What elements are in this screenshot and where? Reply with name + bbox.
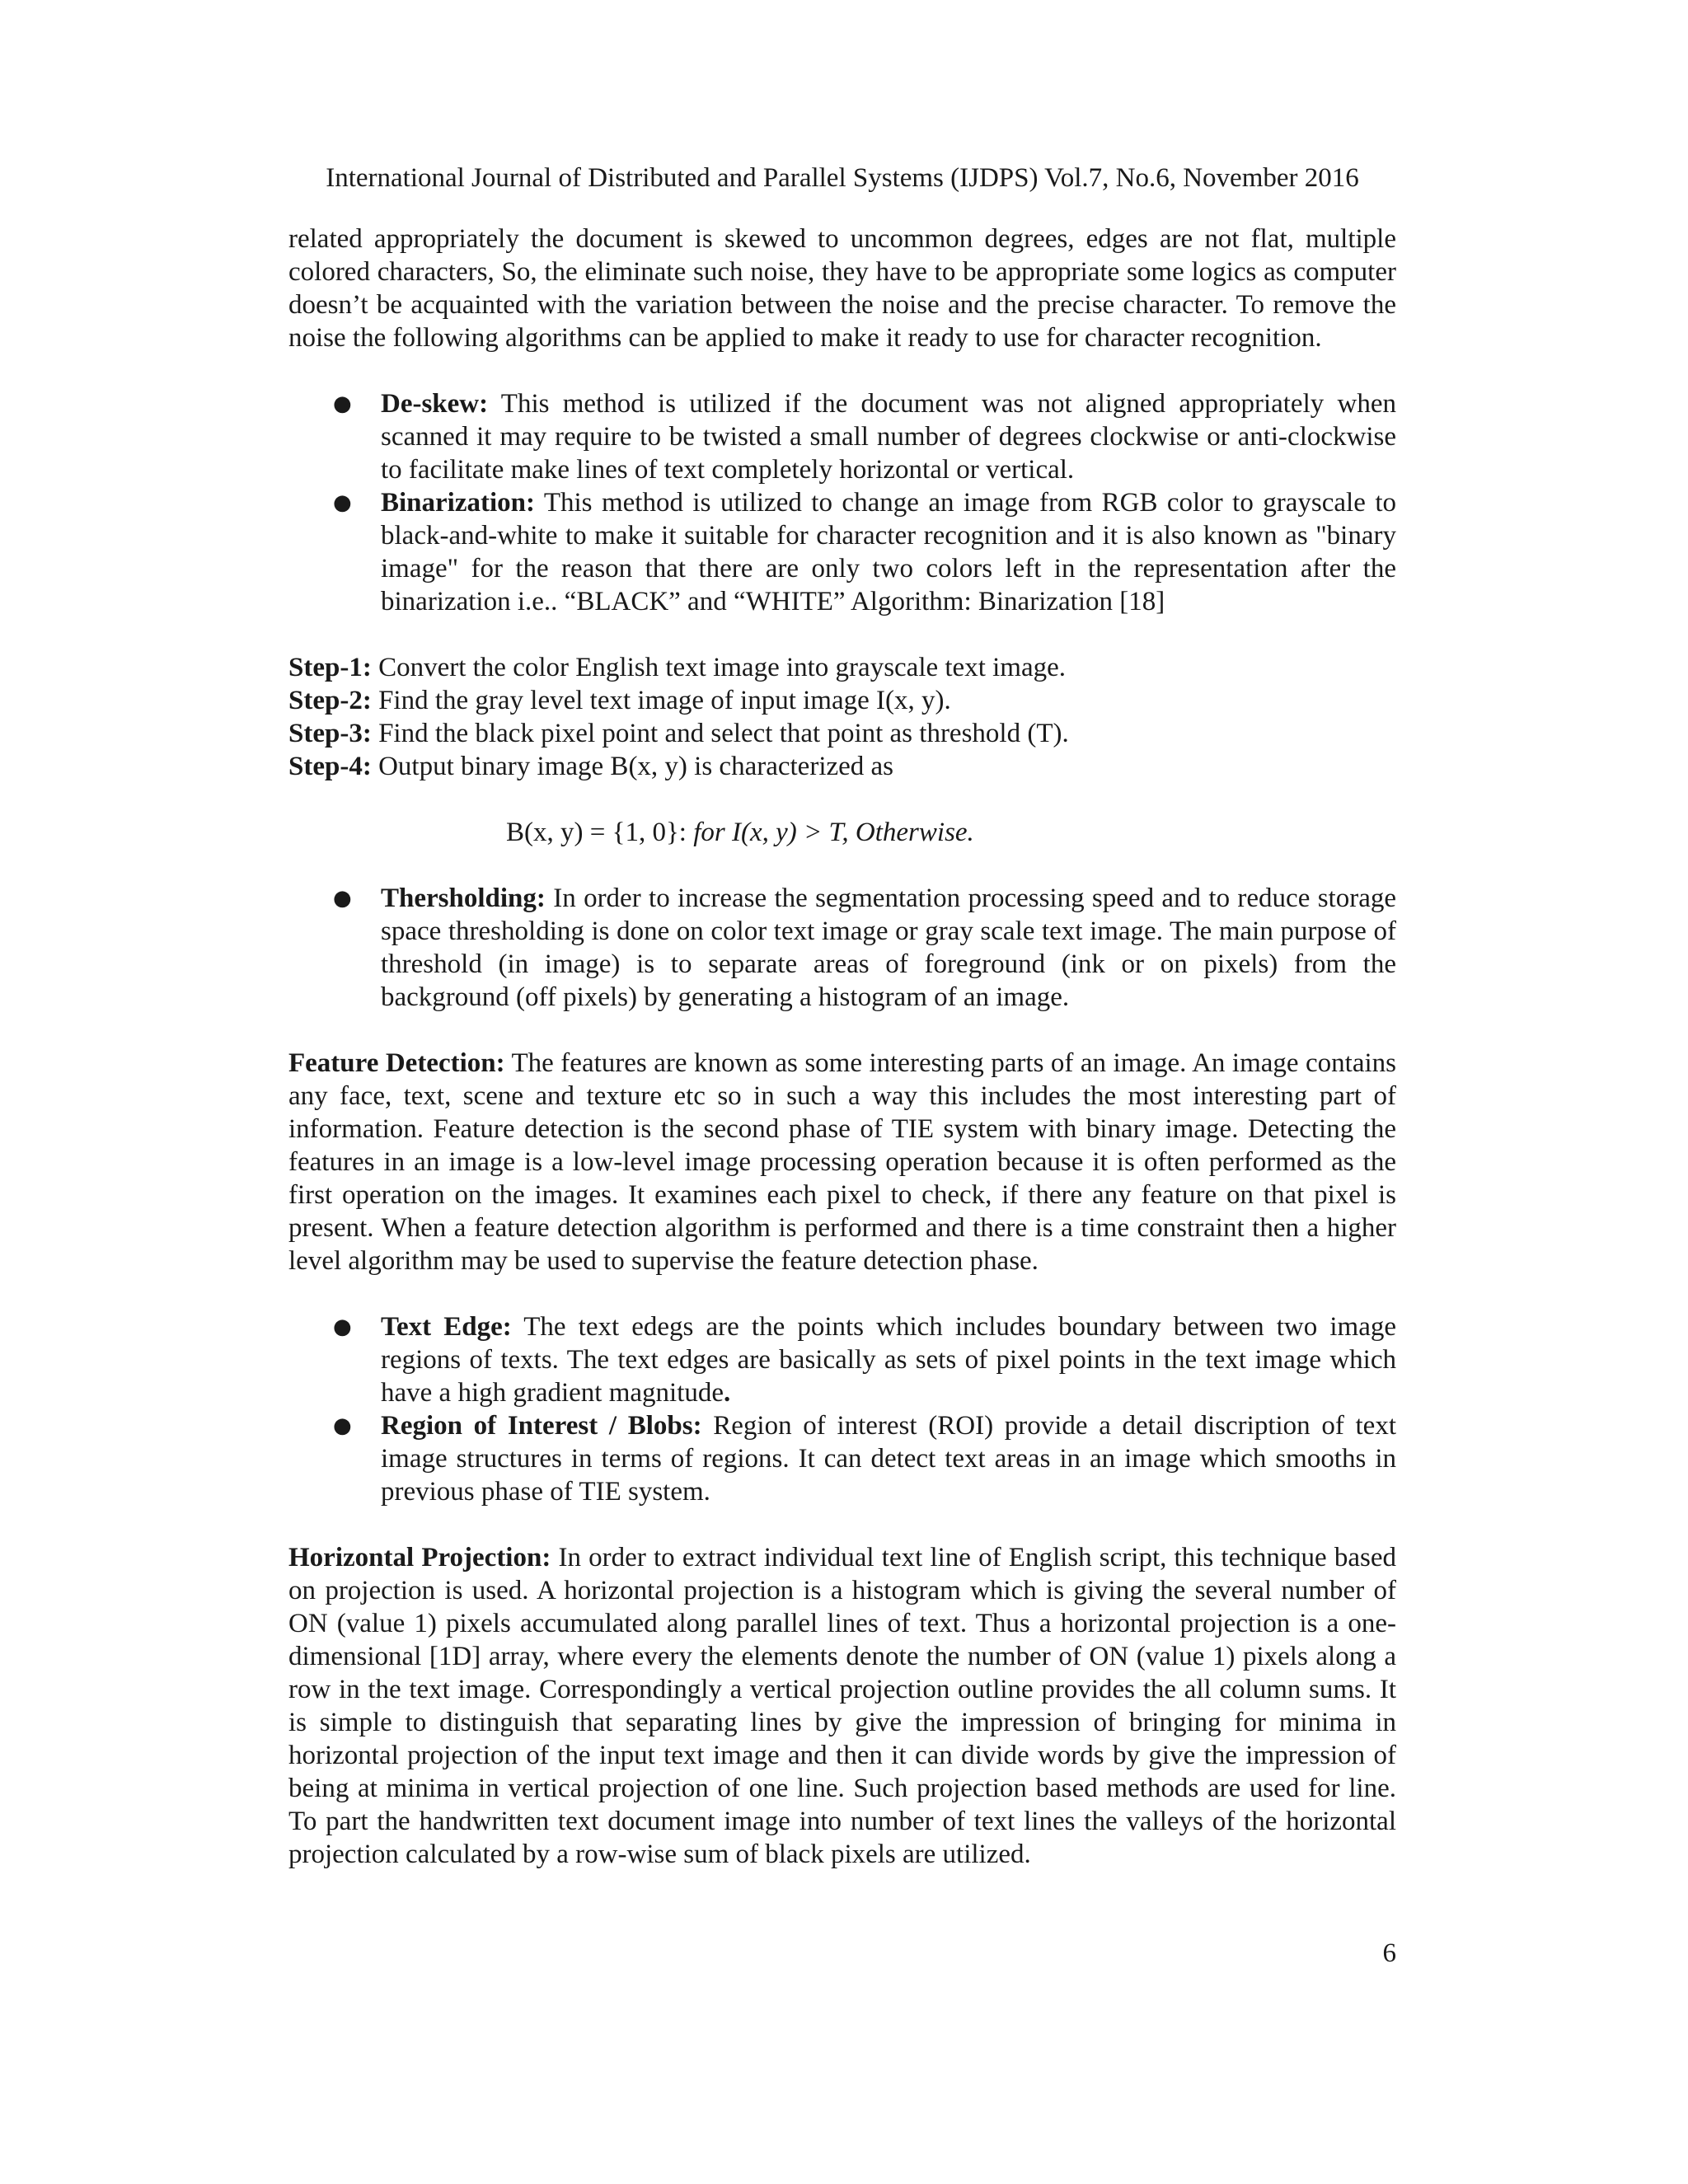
step-4-label: Step-4: xyxy=(288,752,372,781)
term-text-edge: Text Edge: xyxy=(381,1312,512,1342)
spacer xyxy=(288,1508,1396,1541)
binarization-formula xyxy=(288,816,1396,849)
step-4-text: Output binary image B(x, y) is characterized as xyxy=(371,752,894,781)
page-number: 6 xyxy=(1382,1938,1396,1968)
text-edge-period: . xyxy=(724,1378,731,1408)
step-1 xyxy=(288,651,1396,684)
bullet-icon: ● xyxy=(333,886,352,911)
formula-main: B(x, y) = {1, 0}: xyxy=(506,818,694,847)
spacer xyxy=(288,1277,1396,1310)
term-horizontal-projection: Horizontal Projection: xyxy=(288,1543,551,1572)
page-content xyxy=(288,162,1396,1871)
feature-detection-paragraph xyxy=(288,1047,1396,1277)
step-3-label: Step-3: xyxy=(288,719,372,748)
step-2-text: Find the gray level text image of input image I(x, y). xyxy=(371,686,951,715)
step-2-label: Step-2: xyxy=(288,686,372,715)
term-roi: Region of Interest / Blobs: xyxy=(381,1411,702,1441)
formula-condition: for I(x, y) > T, Otherwise. xyxy=(693,818,974,847)
preprocessing-list xyxy=(288,387,1396,618)
step-3-text: Find the black pixel point and select that point as threshold (T). xyxy=(371,719,1069,748)
term-deskew: De-skew: xyxy=(381,389,489,419)
term-thresholding: Thersholding: xyxy=(381,883,546,913)
horizontal-projection-paragraph xyxy=(288,1541,1396,1871)
algorithm-steps xyxy=(288,651,1396,783)
spacer xyxy=(288,849,1396,882)
step-4 xyxy=(288,750,1396,783)
step-3 xyxy=(288,717,1396,750)
bullet-icon: ● xyxy=(333,1315,352,1339)
list-item-binarization xyxy=(288,486,1396,618)
step-1-text: Convert the color English text image into grayscale text image. xyxy=(371,653,1067,682)
list-item-deskew xyxy=(288,387,1396,486)
intro-paragraph: related appropriately the document is skewed to uncommon degrees, edges are not flat, multiple colored characters, So, the eliminate such noise, they have to be appropriate some logics as computer doesn’t be acquainted with the variation between the noise and the precise character. To remove the noise the following algorithms can be applied to make it ready to use for character recognition. xyxy=(288,224,1396,353)
spacer xyxy=(288,354,1396,387)
step-2 xyxy=(288,684,1396,717)
roi-description: Region of interest (ROI) provide a detail discription of text image structures in terms of regions. It can detect text areas in an image which smooths in previous phase of TIE system. xyxy=(381,1411,1396,1507)
spacer xyxy=(288,783,1396,816)
text-edge-description: The text edegs are the points which includes boundary between two image regions of texts. The text edges are basically as sets of pixel points in the text image which have a high gradient magnitude xyxy=(381,1312,1396,1408)
list-item-thresholding xyxy=(288,882,1396,1014)
feature-list xyxy=(288,1310,1396,1508)
step-1-label: Step-1: xyxy=(288,653,372,682)
thresholding-description: In order to increase the segmentation processing speed and to reduce storage space thresholding is done on color text image or gray scale text image. The main purpose of threshold (in image) is to separate areas of foreground (ink or on pixels) from the background (off pixels) by generating a histogram of an image. xyxy=(381,883,1396,1012)
term-binarization: Binarization: xyxy=(381,488,535,518)
spacer xyxy=(288,618,1396,651)
bullet-icon: ● xyxy=(333,1413,352,1438)
bullet-icon: ● xyxy=(333,490,352,515)
bullet-icon: ● xyxy=(333,391,352,416)
feature-detection-text: The features are known as some interesting parts of an image. An image contains any face, text, scene and texture etc so in such a way this includes the most interesting part of information. Feature detection is the second phase of TIE system with binary image. Detecting the features in an image is a low-level image processing operation because it is often performed as the first operation on the images. It examines each pixel to check, if there any feature on that pixel is present. When a feature detection algorithm is performed and there is a time constraint then a higher level algorithm may be used to supervise the feature detection phase. xyxy=(288,1048,1397,1276)
term-feature-detection: Feature Detection: xyxy=(288,1048,505,1078)
deskew-description: This method is utilized if the document was not aligned appropriately when scanned it may require to be twisted a small number of degrees clockwise or anti-clockwise to facilitate make lines of text completely horizontal or vertical. xyxy=(381,389,1396,485)
horizontal-projection-text: In order to extract individual text line of English script, this technique based on projection is used. A horizontal projection is a histogram which is giving the several number of ON (value 1) pixels accumulated along parallel lines of text. Thus a horizontal projection is a one-dimensional [1D] array, where every the elements denote the number of ON (value 1) pixels along a row in the text image. Correspondingly a vertical projection outline provides the all column sums. It is simple to distinguish that separating lines by give the impression of bringing for minima in horizontal projection of the input text image and then it can divide words by give the impression of being at minima in vertical projection of one line. Such projection based methods are used for line. To part the handwritten text document image into number of text lines the valleys of the horizontal projection calculated by a row-wise sum of black pixels are utilized. xyxy=(288,1543,1397,1869)
threshold-list xyxy=(288,882,1396,1014)
list-item-text-edge xyxy=(288,1310,1396,1409)
running-header: International Journal of Distributed and Parallel Systems (IJDPS) Vol.7, No.6, November 2016 xyxy=(326,163,1359,193)
list-item-roi xyxy=(288,1409,1396,1508)
binarization-description: This method is utilized to change an image from RGB color to grayscale to black-and-white to make it suitable for character recognition and it is also known as "binary image" for the reason that there are only two colors left in the representation after the binarization i.e.. “BLACK” and “WHITE” Algorithm: Binarization [18] xyxy=(381,488,1396,616)
spacer xyxy=(288,1014,1396,1047)
